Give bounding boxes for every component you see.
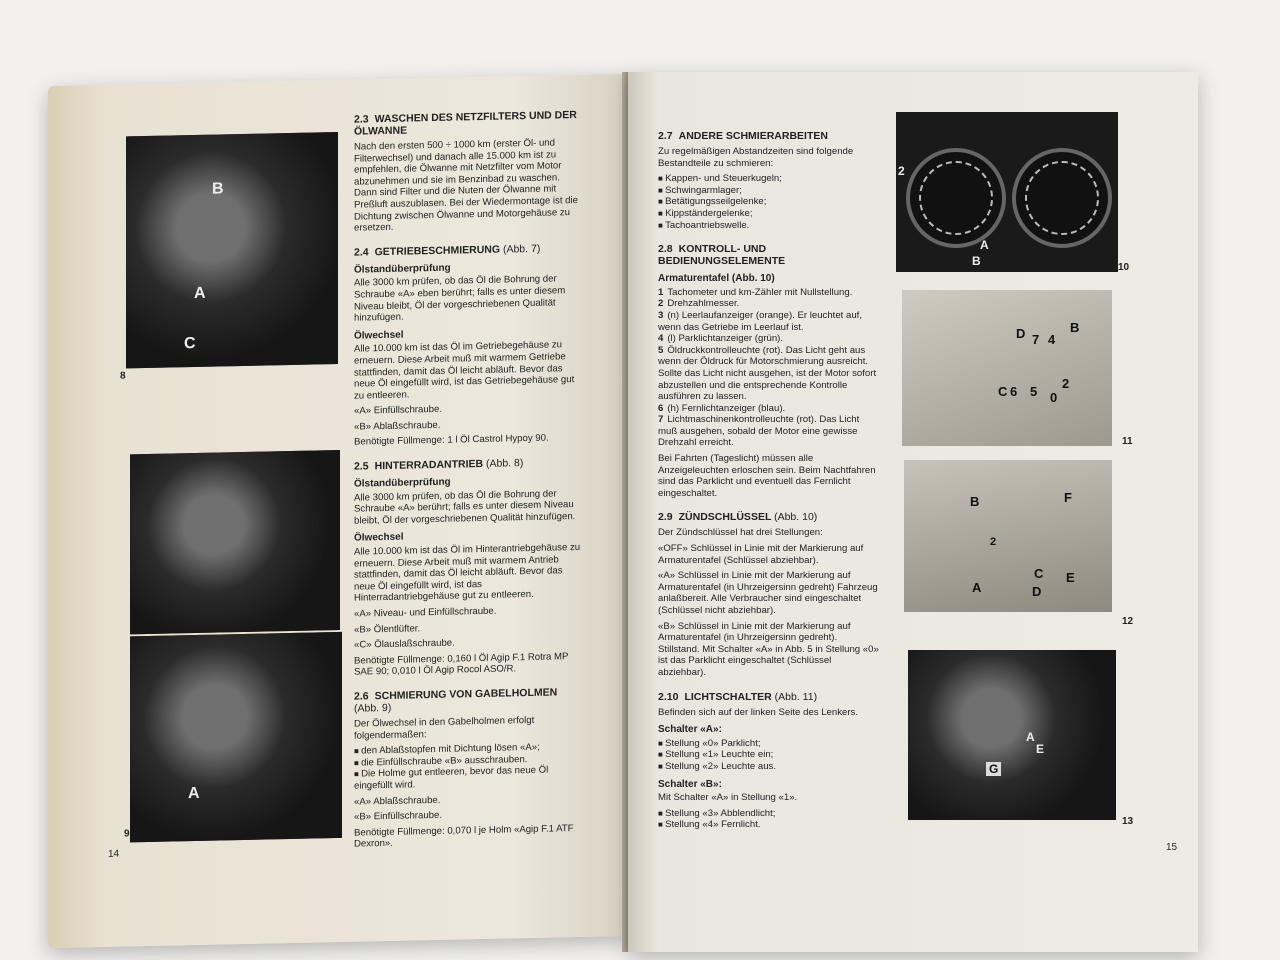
figure-label: 4 — [1048, 332, 1056, 347]
figure-number: 11 — [1122, 436, 1133, 447]
section-heading: 2.4 GETRIEBESCHMIERUNG (Abb. 7) — [354, 242, 541, 259]
fill-quantity: Benötigte Füllmenge: 1 l Öl Castrol Hypoy 90. — [354, 433, 549, 449]
list-item: ■ Die Holme gut entleeren, bevor das neue Öl eingefüllt wird. — [354, 764, 584, 792]
section-text: Befinden sich auf der linken Seite des Lenkers. — [658, 706, 858, 718]
figure-label: 7 — [1032, 332, 1040, 347]
figure-label: B — [970, 494, 980, 509]
tachometer-gauge — [906, 148, 1006, 248]
section-2-8 — [658, 243, 880, 499]
figure-12-photo — [904, 460, 1112, 612]
figure-8-photo — [126, 132, 338, 368]
key-position: «B» Schlüssel in Linie mit der Markierung auf Armaturentafel (in Uhrzeigersinn gedreht). Stillstand. Mit Schalter «A» in Abb. 5 in Stellung «0» ist das Parklicht eingeschaltet (Schlüssel abziehbar). — [658, 620, 879, 678]
section-text: Alle 3000 km prüfen, ob das Öl die Bohrung der Schraube «A» berührt; falls es unter diesem Niveau bleibt, Öl der vorgeschriebenen Qualität hinzufügen. — [354, 488, 576, 527]
section-heading: 2.5 HINTERRADANTRIEB (Abb. 8) — [354, 457, 524, 473]
section-heading: 2.10 LICHTSCHALTER (Abb. 11) — [658, 690, 818, 703]
section-text: Alle 3000 km prüfen, ob das Öl die Bohrung der Schraube «A» eben berührt; falls es unter diesem Niveau bleibt, Öl der vorgeschriebenen Qualität hinzufügen. — [354, 273, 566, 324]
right-text-column — [658, 130, 880, 843]
figure-label: A — [980, 238, 989, 252]
figure-11-photo — [902, 290, 1112, 446]
section-text: Nach den ersten 500 ÷ 1000 km (erster Öl- und Filterwechsel) und danach alle 15.000 km ist zu empfehlen, die Ölwanne mit Netzfilter vom Motor abzunehmen und sie im Benzinbad zu waschen. Dann sind Filter und die Nuten der Ölwanne mit Preßluft auszublasen. Bei der Wiedermontage ist die Dichtung zwischen Ölwanne und Motorgehäuse zu ersetzen. — [354, 137, 578, 234]
figure-label: 5 — [1030, 384, 1038, 399]
section-heading: 2.6 SCHMIERUNG VON GABELHOLMEN (Abb. 9) — [354, 686, 558, 715]
list-item: 3 (n) Leerlaufanzeiger (orange). Er leuchtet auf, wenn das Getriebe im Leerlauf ist. — [658, 309, 862, 333]
figure-label: B — [212, 180, 224, 198]
subheading: Ölwechsel — [354, 329, 404, 342]
section-2-4 — [354, 242, 584, 449]
section-text: Alle 10.000 km ist das Öl im Hinterantriebgehäuse zu erneuern. Diese Arbeit muß mit warmem Antrieb stattfinden, damit das Öl leicht abläuft. Bevor das neue Öl eingefüllt wird, ist das Hinterradantriebgehäuse gut zu entleeren. — [354, 541, 581, 605]
list-item: ■ Stellung «1» Leuchte ein; — [658, 749, 880, 761]
open-manual — [48, 72, 1198, 952]
section-2-6 — [354, 686, 584, 851]
list-item: ■ Tachoantriebswelle. — [658, 220, 880, 232]
figure-label: 2 — [990, 536, 997, 548]
list-item: 4 (l) Parklichtanzeiger (grün). — [658, 333, 784, 345]
list-item: ■ Schwingarmlager; — [658, 185, 880, 197]
item: «C» Ölauslaßschraube. — [354, 637, 455, 651]
item: «B» Ölentlüfter. — [354, 622, 421, 636]
list-item: ■ Stellung «2» Leuchte aus. — [658, 761, 880, 773]
item: «A» Einfüllschraube. — [354, 404, 442, 417]
subheading: Ölwechsel — [354, 532, 404, 545]
list-item: ■ Kippständergelenke; — [658, 208, 880, 220]
section-2-10 — [658, 691, 880, 831]
numbered-list — [658, 287, 880, 449]
list-item: ■ den Ablaßstopfen mit Dichtung lösen «A»; — [354, 741, 584, 757]
figure-13-photo — [908, 650, 1116, 820]
section-text: Bei Fahrten (Tageslicht) müssen alle Anzeigeleuchten erloschen sein. Beim Nachtfahren sind das Parklicht und eventuell das Fernlicht eingeschaltet. — [658, 453, 876, 499]
list-item: 7 Lichtmaschinenkontrolleuchte (rot). Das Licht muß ausgehen, sobald der Motor eine gewisse Drehzahl erreicht. — [658, 414, 860, 449]
figure-label: C — [1034, 566, 1044, 581]
figure-9-photo — [130, 632, 342, 842]
figure-number: 8 — [120, 370, 126, 382]
subheading: Schalter «B»: — [658, 778, 722, 790]
figure-label: B — [1070, 320, 1080, 335]
left-page — [48, 74, 628, 948]
figure-label: E — [1066, 570, 1075, 585]
figure-8b-photo — [130, 450, 340, 634]
bullet-list — [658, 808, 880, 831]
list-item: ■ Stellung «3» Abblendlicht; — [658, 808, 880, 820]
section-heading: 2.8 KONTROLL- UND BEDIENUNGSELEMENTE — [658, 243, 786, 268]
subheading: Ölstandüberprüfung — [354, 262, 451, 276]
speedometer-gauge — [1012, 148, 1112, 248]
figure-label: C — [998, 384, 1008, 399]
section-2-3 — [354, 109, 584, 235]
section-heading: 2.3 WASCHEN DES NETZFILTERS UND DER ÖLWANNE — [354, 108, 577, 138]
list-item: 2 Drehzahlmesser. — [658, 298, 740, 310]
list-item: 6 (h) Fernlichtanzeiger (blau). — [658, 402, 786, 414]
right-page — [628, 72, 1198, 952]
figure-label: B — [972, 254, 981, 268]
bullet-list — [658, 173, 880, 231]
figure-label: A — [1026, 730, 1035, 744]
bullet-list — [658, 738, 880, 773]
subheading: Schalter «A»: — [658, 724, 722, 736]
figure-number: 9 — [124, 828, 130, 840]
figure-label: D — [1032, 584, 1042, 599]
list-item: ■ Stellung «4» Fernlicht. — [658, 819, 880, 831]
key-position: «OFF» Schlüssel in Linie mit der Markierung auf Armaturentafel (Schlüssel abziehbar). — [658, 543, 864, 566]
section-heading: 2.7 ANDERE SCHMIERARBEITEN — [658, 130, 828, 142]
subheading: Armaturentafel (Abb. 10) — [658, 273, 775, 285]
item: «B» Ablaßschraube. — [354, 419, 441, 433]
figure-number: 13 — [1122, 816, 1134, 827]
section-2-7 — [658, 130, 880, 231]
section-text: Alle 10.000 km ist das Öl im Getriebegehäuse zu erneuern. Diese Arbeit muß mit warmem Getriebe stattfinden, damit das Öl leicht abläuft. Bevor das neue Öl eingefüllt wird, ist das Getriebegehäuse gut zu entleeren. — [354, 339, 575, 402]
list-item: ■ Kappen- und Steuerkugeln; — [658, 173, 880, 185]
figure-label: A — [194, 284, 206, 303]
section-heading: 2.9 ZÜNDSCHLÜSSEL (Abb. 10) — [658, 511, 818, 524]
figure-label: E — [1036, 742, 1045, 756]
figure-number: 10 — [1118, 262, 1130, 273]
page-number: 15 — [1166, 842, 1178, 853]
section-2-9 — [658, 511, 880, 678]
item: «B» Einfüllschraube. — [354, 809, 442, 823]
section-2-5 — [354, 456, 584, 679]
subheading: Ölstandüberprüfung — [354, 476, 451, 490]
item: «A» Niveau- und Einfüllschraube. — [354, 605, 497, 620]
section-text: Zu regelmäßigen Abstandzeiten sind folgende Bestandteile zu schmieren: — [658, 146, 854, 169]
figure-label: 6 — [1010, 384, 1018, 399]
figure-label: A — [972, 580, 982, 595]
figure-label: G — [986, 762, 1001, 776]
fill-quantity: Benötigte Füllmenge: 0,160 l Öl Agip F.1 Rotra MP SAE 90; 0,010 l Öl Agip Rocol ASO/R. — [354, 650, 569, 679]
figure-label: 2 — [1062, 376, 1070, 391]
key-position: «A» Schlüssel in Linie mit der Markierung auf Armaturentafel (in Uhrzeigersinn gedreht) Fahrzeug anlaßbereit. Alle Verbraucher sind eingeschaltet (Schlüssel nicht abziehbar). — [658, 570, 878, 616]
page-number: 14 — [108, 848, 120, 860]
figure-10-photo — [896, 112, 1118, 272]
section-text: Der Zündschlüssel hat drei Stellungen: — [658, 527, 823, 539]
list-item: 5 Öldruckkontrolleuchte (rot). Das Licht geht aus wenn der Öldruck für Motorschmierung ausreicht. Sollte das Licht nicht ausgehen, ist der Motor sofort abzustellen und die entsprechende Kontrolle ausführen zu lassen. — [658, 344, 877, 403]
list-item: ■ Betätigungsseilgelenke; — [658, 196, 880, 208]
item: «A» Ablaßschraube. — [354, 794, 441, 808]
fill-quantity: Benötigte Füllmenge: 0,070 l je Holm «Agip F.1 ATF Dexron». — [354, 822, 574, 850]
list-item: 1 Tachometer und km-Zähler mit Nullstellung. — [658, 286, 853, 298]
figure-label: C — [184, 334, 196, 353]
figure-label: D — [1016, 326, 1026, 341]
left-text-column — [354, 109, 584, 863]
figure-label: A — [188, 784, 200, 803]
list-item: ■ die Einfüllschraube «B» ausschrauben. — [354, 753, 584, 769]
list-item: ■ Stellung «0» Parklicht; — [658, 738, 880, 750]
figure-label: 0 — [1050, 390, 1058, 405]
section-text: Der Ölwechsel in den Gabelholmen erfolgt folgendermaßen: — [354, 714, 535, 742]
figure-number: 12 — [1122, 616, 1134, 627]
figure-label: 2 — [898, 164, 905, 178]
figure-label: F — [1064, 490, 1072, 505]
bullet-list — [354, 741, 584, 792]
section-text: Mit Schalter «A» in Stellung «1». — [658, 792, 798, 804]
